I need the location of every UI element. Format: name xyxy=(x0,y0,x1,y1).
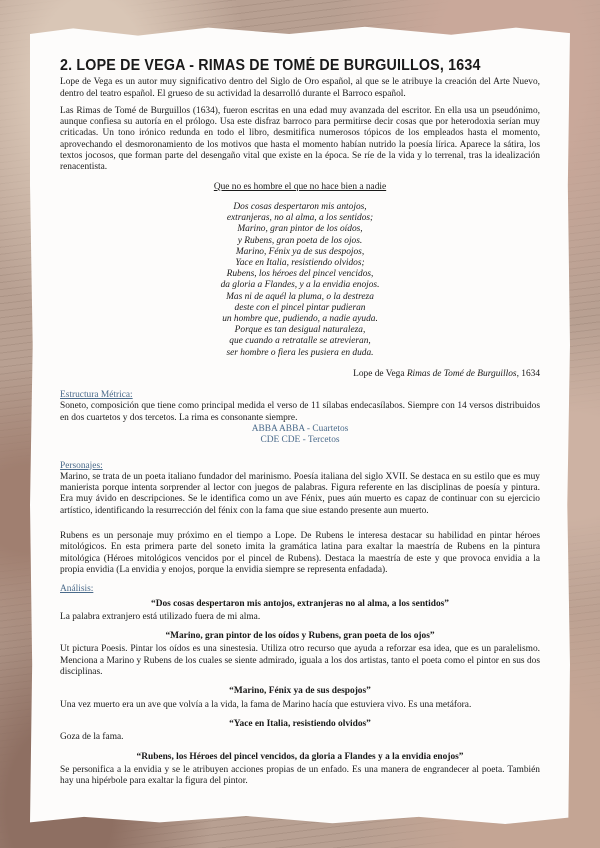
analysis-heading: Análisis: xyxy=(60,584,94,595)
poem-text xyxy=(60,202,540,359)
poem-citation xyxy=(60,369,540,380)
rhyme-scheme-quartets: ABBA ABBA - Cuartetos xyxy=(251,424,349,434)
analysis-text: La palabra extranjero está utilizado fuera de mi alma. xyxy=(60,611,261,622)
poem-line: ser hombre o fiera les pusiera en duda. xyxy=(226,347,374,358)
characters-paragraph-marino: Marino, se trata de un poeta italiano fundador del marinismo. Poesía italiana del siglo XVII. Se destaca en su estilo que es muy manierista porque intenta sorprender al lector con juegos de palabras. Figura referente en las disciplinas de poesía y pintura. Era muy ávido en descripciones. Se le identifica como un ave Fénix, pues aún muerto es capaz de continuar con su ejercicio artístico, identificando la resurrección del fénix con la fama que siue estando presente aun muerto. xyxy=(60,471,540,516)
intro-paragraph-1: Lope de Vega es un autor muy significativo dentro del Siglo de Oro español, al que se le atribuye la creación del Arte Nuevo, dentro del teatro español. El grueso de su actividad la desarrolló durante el Barroco español. xyxy=(60,77,540,99)
analysis-text: Goza de la fama. xyxy=(60,732,124,743)
poem-line: da gloria a Flandes, y a la envidia enojos. xyxy=(220,280,380,291)
analysis-quote: “Marino, Fénix ya de sus despojos” xyxy=(229,686,371,697)
poem-line: un hombre que, pudiendo, a nadie ayuda. xyxy=(222,314,378,324)
poem-line: deste con el pincel pintar pudieran xyxy=(234,302,366,313)
poem-title: Que no es hombre el que no hace bien a nadie xyxy=(213,181,387,192)
analysis-text: Ut pictura Poesis. Pintar los oídos es una sinestesia. Utiliza otro recurso que ayuda a reforzar esa idea, que es un paralelismo. Menciona a Marino y Rubens de los cuales se siente admirado, iguala a los dos artistas, tanto el poeta como el pintor en sus dos disciplinas. xyxy=(60,644,540,678)
poem-line: Yace en Italia, resistiendo olvidos; xyxy=(235,257,365,268)
poem-line: y Rubens, gran poeta de los ojos. xyxy=(237,235,363,246)
analysis-quote: “Yace en Italia, resistiendo olvidos” xyxy=(229,718,371,729)
analysis-quote: “Marino, gran pintor de los oídos y Rubens, gran poeta de los ojos” xyxy=(165,631,435,642)
poem-line: Dos cosas despertaron mis antojos, xyxy=(233,201,367,212)
analysis-quote: “Dos cosas despertaron mis antojos, extranjeras no al alma, a los sentidos” xyxy=(151,598,449,609)
document-content xyxy=(60,57,540,793)
intro-paragraph-2: Las Rimas de Tomé de Burguillos (1634), fueron escritas en una edad muy avanzada del escritor. En ella usa un pseudónimo, aunque confiesa su autoría en el prólogo. Usa este disfraz barroco para permitirse decir cosas que por heterodoxia serían muy criticadas. Un tono irónico redunda en todo el libro, desmitifica numerosos tópicos de los empleados hasta el momento, aprovechando el desmoronamiento de los motivos que hasta el momento habían nutrido la poesía lírica. Aparece la sátira, los textos jocosos, que forman parte del desengaño vital que existe en la época. Se ríe de la vida y lo terrenal, tras la idealización renacentista. xyxy=(60,105,540,173)
poem-line: Porque es tan desigual naturaleza, xyxy=(234,325,366,336)
poem-line: extranjeras, no al alma, a los sentidos; xyxy=(226,213,374,224)
analysis-text: Una vez muerto era un ave que volvía a la vida, la fama de Marino hacía que estuviera vivo. Es una metáfora. xyxy=(60,699,472,710)
characters-heading: Personajes: xyxy=(60,460,103,471)
poem-line: Marino, Fénix ya de sus despojos, xyxy=(235,246,365,257)
metric-text: Soneto, composición que tiene como principal medida el verso de 11 sílabas endecasílabos. Siempre con 14 versos distribuidos en dos cuartetos y dos tercetos. La rima es consonante siempre. xyxy=(60,401,540,423)
citation-year: , 1634 xyxy=(516,368,540,379)
poem-line: Marino, gran pintor de los oídos, xyxy=(237,224,363,235)
citation-author: Lope de Vega xyxy=(353,368,407,379)
poem-line: Mas ni de aquél la pluma, o la destreza xyxy=(226,291,374,302)
analysis-quote: “Rubens, los Héroes del pincel vencidos, da gloria a Flandes y a la envidia enojos” xyxy=(136,751,464,762)
metric-heading: Estructura Métrica: xyxy=(60,390,133,401)
characters-paragraph-rubens: Rubens es un personaje muy próximo en el tiempo a Lope. De Rubens le interesa destacar su habilidad en pintar héroes mitológicos. En esta primera parte del soneto imita la gramática latina para exaltar la maestría de Rubens en la pintura mitológica (Héroes mitológicos vencidos por el pincel de Rubens). Destaca la maestría de este y que provoca envidia a la propia envidia (La envidia y enojos, porque la envidia siempre se representa enfadada). xyxy=(60,531,540,575)
poem-line: que cuando a retratalle se atrevieran, xyxy=(229,336,371,347)
poem-line: Rubens, los héroes del pincel vencidos, xyxy=(226,269,374,280)
page-title: 2. LOPE DE VEGA - RIMAS DE TOMÉ DE BURGUILLOS, 1634 xyxy=(60,57,481,74)
rhyme-scheme-tercets: CDE CDE - Tercetos xyxy=(260,435,340,446)
analysis-text: Se personifica a la envidia y se le atribuyen acciones propias de un enfado. Es una manera de engrandecer al poeta. También hay una hipérbole para exaltar la figura del pintor. xyxy=(60,764,540,787)
citation-work: Rimas de Tomé de Burguillos xyxy=(406,368,517,379)
